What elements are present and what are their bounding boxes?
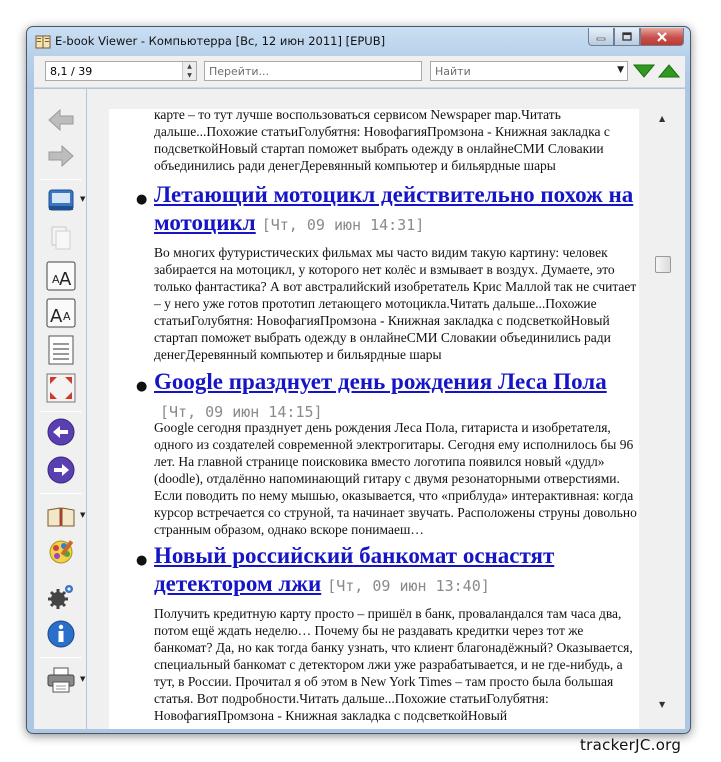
dropdown-arrow-icon[interactable]: ▼ [617, 65, 624, 75]
info-button[interactable] [44, 617, 78, 651]
article-text: Во многих футуристических фильмах мы часто видим такую картину: человек забирается на мотоцикл, у которого нет колёс и взмывает в воздух. Думаете, это только фантастика? А вот австралийский изобретатель Крис Маллой так не считает – у него уже готов прототип летающего мотоцикла.Читать дальше...Похожие статьиГолубятня: НовофагияПромзона - Книжная закладка с подсветкойНовый стартап поможет выбрать одежду в онлайнеСМИ Словакии объединились ради денегДеревянный компьютер и бильярдные шары [154, 245, 637, 362]
list-bullet: ● [136, 192, 148, 207]
fullscreen-icon [46, 373, 76, 403]
stepper-up-icon[interactable]: ▲ [183, 62, 196, 71]
find-next-button[interactable] [633, 63, 655, 79]
window-title: E-book Viewer - Компьютерра [Вс, 12 июн 2011] [EPUB] [55, 34, 386, 48]
toolbar [34, 56, 685, 88]
library-icon [46, 504, 76, 528]
list-bullet: ● [136, 379, 148, 394]
next-page-icon [46, 455, 76, 485]
bookmark-icon [46, 186, 76, 214]
article-title[interactable]: Google празднует день рождения Леса Пола [154, 369, 607, 394]
next-page-button[interactable] [44, 453, 78, 487]
minimize-button[interactable] [588, 28, 614, 46]
back-icon [47, 108, 75, 132]
preferences-icon [45, 536, 77, 568]
print-dropdown-icon[interactable]: ▼ [80, 675, 86, 683]
find-previous-button[interactable] [658, 63, 680, 79]
library-dropdown-icon[interactable]: ▼ [80, 511, 86, 519]
ebook-viewer-icon [35, 34, 51, 50]
article-title[interactable]: Летающий мотоцикл действительно похож на мотоцикл [154, 182, 634, 235]
article-title-link[interactable] [154, 542, 639, 600]
print-button[interactable] [44, 663, 78, 697]
bookmark-dropdown-icon[interactable]: ▼ [80, 195, 86, 203]
article-text: карте – то тут лучше воспользоваться сервисом Newspaper map.Читать дальше...Похожие статьиГолубятня: НовофагияПромзона - Книжная закладка с подсветкойНовый стартап поможет выбрать одежду в онлайнеСМИ Словакии объединились ради денегДеревянный компьютер и бильярдные шары [154, 109, 610, 173]
search-combobox[interactable] [430, 61, 628, 81]
previous-page-icon [46, 417, 76, 447]
settings-icon [46, 581, 76, 611]
forward-button[interactable] [44, 139, 78, 173]
font-larger-icon [46, 261, 76, 291]
article-title[interactable]: Новый российский банкомат оснастят детектором лжи [154, 543, 555, 596]
svg-text:A: A [50, 306, 63, 327]
settings-button[interactable] [44, 579, 78, 613]
goto-input[interactable]: Перейти... [204, 61, 422, 81]
print-icon [46, 666, 76, 694]
font-larger-button[interactable] [44, 259, 78, 293]
article-title-link[interactable] [154, 368, 639, 426]
scrollbar-thumb[interactable] [655, 256, 671, 273]
left-toolbar [34, 89, 86, 729]
previous-page-button[interactable] [44, 415, 78, 449]
article-text: Получить кредитную карту просто – пришёл в банк, проваландался там часа два, потом ещё ждать неделю… Почему бы не раздавать кредитки через тот же банкомат? Да, но как тогда банку узнать, что клиент благонадёжный? Оказывается, специальный банкомат с детектором лжи уже разрабатывается, и не где-нибудь, а тут, в России. Прочитал я об этом в New York Times – там просто была большая статья. Вот подробности.Читать дальше...Похожие статьиГолубятня: НовофагияПромзона - Книжная закладка с подсветкойНовый [154, 606, 633, 723]
article-date: [Чт, 09 июн 14:15] [160, 403, 323, 421]
article-text: Google сегодня празднует день рождения Леса Пола, гитариста и изобретателя, одного из создателей современной электрогитары. Сегодня ему исполнилось бы 96 лет. На главной странице поисковика вместо логотипа появился новый «дудл» (doodle), отдалённо напоминающий гитару с двумя резонаторными отверстиями. Если поводить по нему мышью, оказывается, что «приблуда» интерактивная: когда курсор встречается со струной, та начинает звучать. Расположены струны довольно странным образом, однако вскоре понимаеш… [154, 420, 637, 537]
copy-icon [48, 224, 74, 252]
arrow-down-green-icon [633, 63, 655, 79]
article-date: [Чт, 09 июн 14:31] [261, 216, 425, 234]
close-button[interactable] [640, 28, 684, 46]
title-bar[interactable] [27, 27, 690, 55]
article-title-link[interactable] [154, 181, 639, 239]
arrow-up-green-icon [658, 63, 680, 79]
library-button[interactable] [44, 499, 78, 533]
maximize-icon [622, 32, 632, 41]
forward-icon [47, 144, 75, 168]
bookmark-button[interactable] [44, 183, 78, 217]
toc-button[interactable] [44, 333, 78, 367]
back-button[interactable] [44, 103, 78, 137]
position-stepper[interactable] [182, 62, 196, 80]
close-icon [656, 32, 668, 42]
position-value: 8,1 / 39 [50, 65, 93, 78]
scroll-up-icon[interactable]: ▲ [659, 114, 666, 123]
book-page[interactable] [109, 109, 639, 729]
svg-text:A: A [59, 269, 72, 290]
position-spinbox[interactable] [45, 61, 197, 81]
list-bullet: ● [136, 553, 148, 568]
vertical-scrollbar[interactable] [654, 111, 672, 709]
article-date: [Чт, 09 июн 13:40] [327, 577, 490, 595]
preferences-button[interactable] [44, 535, 78, 569]
watermark: trackerJC.org [580, 736, 682, 754]
scroll-down-icon[interactable]: ▼ [659, 700, 666, 709]
copy-button[interactable] [44, 221, 78, 255]
document-view [87, 89, 685, 729]
toc-icon [47, 335, 75, 365]
svg-text:A: A [52, 273, 60, 286]
search-placeholder: Найти [435, 65, 471, 78]
maximize-button[interactable] [614, 28, 640, 46]
fullscreen-button[interactable] [44, 371, 78, 405]
font-smaller-icon [46, 298, 76, 328]
minimize-icon [596, 33, 606, 41]
stepper-down-icon[interactable]: ▼ [183, 71, 196, 80]
info-icon [46, 619, 76, 649]
font-smaller-button[interactable] [44, 296, 78, 330]
svg-text:A: A [63, 310, 71, 323]
app-window [26, 26, 691, 734]
